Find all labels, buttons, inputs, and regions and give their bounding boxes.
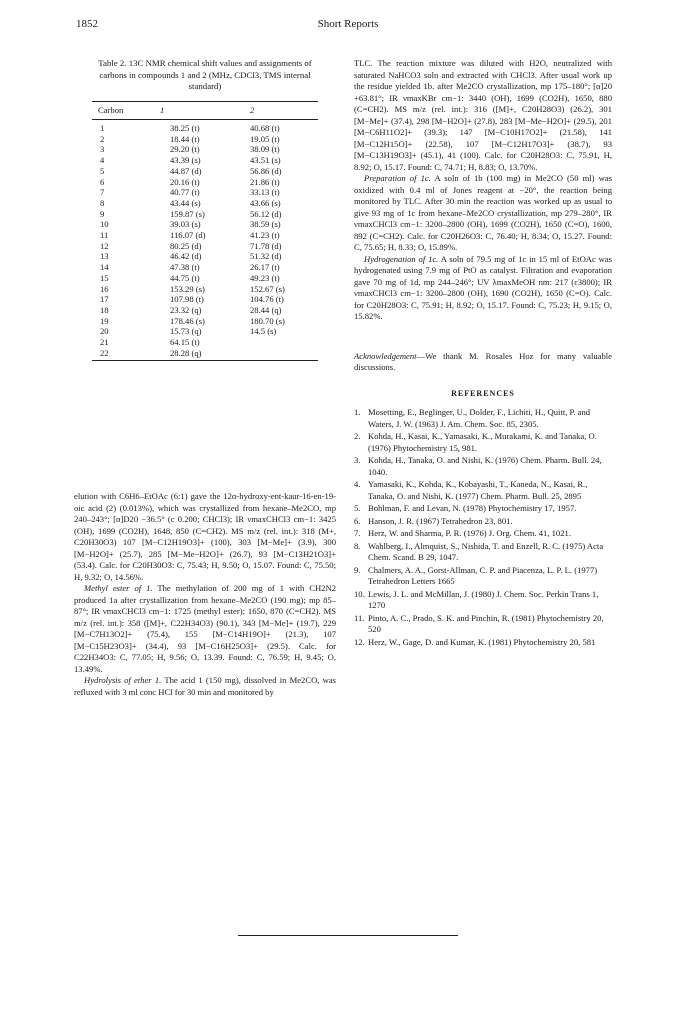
table-row — [92, 262, 318, 273]
table-row — [92, 241, 318, 252]
reference-item — [354, 637, 612, 649]
table-row — [92, 209, 318, 220]
cell-compound-1: 44.75 (t) — [170, 272, 200, 283]
table-body — [92, 120, 318, 359]
cell-compound-1: 64.15 (t) — [170, 337, 200, 348]
cell-compound-1: 80.25 (d) — [170, 240, 202, 251]
table-row — [92, 230, 318, 241]
cell-compound-2: 28.44 (q) — [250, 304, 282, 315]
reference-item — [354, 565, 612, 588]
reference-text: Bohlman, F. and Levan, N. (1978) Phytochemistry 17, 1957. — [368, 503, 577, 513]
reference-item — [354, 613, 612, 636]
reference-item — [354, 516, 612, 528]
table-header-carbon: Carbon — [92, 101, 160, 120]
table-row — [92, 348, 318, 359]
cell-compound-2: 71.78 (d) — [250, 240, 282, 251]
cell-carbon: 3 — [100, 144, 105, 155]
reference-text: Mosetting, E., Beglinger, U., Dolder, F., Lichiti, H., Quitt, P. and Waters, J. W. (1963) J. Am. Chem. Soc. 85, 2305. — [368, 407, 591, 429]
reference-number: 11. — [354, 612, 365, 623]
text-preparation: A soln of 1b (100 mg) in Me2CO (50 ml) was oxidized with 0.4 ml of Jones reagent at −20°, the reaction being monitored by TLC. After 30 min the reaction was worked up as usual to give 93 mg of 1c from hexane–Me2CO crystallization, mp 279–280°, IR νmaxCHCl3 cm−1: 3200–2800 (OH), 1699 (CO2H), 1650 (C=O), 1600, 892 (C=CH2). Calc. for C20H26O3: C, 76.40; H, 8.34; O, 15.27. Found: C, 75.65; H, 8.33; O, 15.89%. — [354, 173, 612, 252]
running-head: Short Reports — [317, 18, 379, 30]
table-header-compound-1: 1 — [160, 101, 250, 120]
cell-compound-1: 43.44 (s) — [170, 197, 201, 208]
reference-item — [354, 479, 612, 502]
left-body-text — [74, 491, 336, 698]
cell-carbon: 18 — [100, 304, 109, 315]
cell-compound-2: 33.13 (t) — [250, 187, 280, 198]
cell-compound-2: 51.32 (d) — [250, 251, 282, 262]
cell-carbon: 17 — [100, 294, 109, 305]
reference-item — [354, 541, 612, 564]
reference-number: 3. — [354, 455, 361, 465]
cell-compound-2: 43.51 (s) — [250, 155, 281, 166]
footer-rule — [238, 935, 458, 936]
table-header-compound-2: 2 — [250, 101, 318, 120]
reference-item — [354, 589, 612, 612]
nmr-table — [92, 101, 318, 359]
reference-number: 12. — [354, 636, 365, 647]
references-list — [354, 407, 612, 648]
table-row — [92, 187, 318, 198]
cell-compound-1: 15.73 (q) — [170, 326, 202, 337]
cell-carbon: 10 — [100, 219, 109, 230]
heading-methyl-ester: Methyl ester of 1. — [84, 583, 153, 594]
right-column — [354, 58, 612, 649]
cell-compound-1: 47.38 (t) — [170, 262, 200, 273]
cell-compound-1: 107.98 (t) — [170, 294, 204, 305]
cell-carbon: 13 — [100, 251, 109, 262]
table-bottom-rule — [92, 360, 318, 361]
cell-carbon: 7 — [100, 187, 105, 198]
table-caption: Table 2. 13C NMR chemical shift values and assignments of carbons in compounds 1 and 2 (MHz, CDCl3, TMS internal standard) — [98, 58, 312, 91]
heading-preparation: Preparation of 1c. — [364, 173, 431, 183]
text-methyl-ester: The methylation of 200 mg of 1 with CH2N2 produced 1a after crystallization from hexane–Me2CO (190 mg); mp 85–87°; IR νmaxCHCl3 cm−1: 1725 (methyl ester); 1650, 870 (C=CH2). MS m/z (rel. int.): 358 ([M]+, C22H34O3) (90.1), 343 [M−Me]+ (19.7), 229 [M−C7H13O2]+ (75.4), 155 [M−C14H19O]+ (21.3), 107 [M−C15H23O3]+ (34.4), 93 [M−C16H25O3]+ (29.5). Calc. for C22H34O3: C, 77.05; H, 9.56; O, 13.39. Found: C, 76.59; H, 9.45; O, 13.49%. — [74, 583, 336, 674]
reference-item — [354, 407, 612, 430]
reference-item — [354, 503, 612, 515]
reference-number: 7. — [354, 528, 361, 538]
cell-carbon: 21 — [100, 337, 109, 348]
paragraph-tlc: TLC. The reaction mixture was diluted with H2O, neutralized with saturated NaHCO3 soln and extracted with CHCl3. After usual work up the residue yielded 1b. after Me2CO crystallization, mp 175–180°; [α]20 +63.81°; IR νmaxKBr cm−1: 3440 (OH), 1699 (CO2H), 1650, 880 (C=CH2). MS m/z (rel. int.): 316 ([M]+, C20H28O3) (26.2), 301 [M−Me]+ (37.4), 298 [M−H2O]+ (27.8), 283 [M−Me−H2O]+ (29.5), 201 [M−C6H11O2]+ (39.3); 147 [M−C10H17O2]+ (21.58), 141 [M−C12H15O]+ (22.58), 107 [M−C12H17O3]+ (38.7), 93 [M−C13H19O3]+ (45.1), 41 (100). Calc. for C20H28O3: C, 75.91, H, 8.92; O, 15.17. Found: C, 74.71; H, 8.83; O, 13.70%. — [354, 58, 612, 172]
table-row — [92, 305, 318, 316]
cell-compound-2: 56.12 (d) — [250, 208, 282, 219]
table-row — [92, 166, 318, 177]
cell-compound-1: 153.29 (s) — [170, 283, 205, 294]
reference-number: 10. — [354, 588, 365, 599]
table-row — [92, 273, 318, 284]
cell-compound-1: 40.77 (t) — [170, 187, 200, 198]
reference-text: Kohda, H., Tanaka, O. and Nishi, K. (1976) Chem. Pharm. Bull. 24, 1040. — [368, 455, 602, 477]
cell-compound-2: 38.59 (s) — [250, 219, 281, 230]
table-row — [92, 198, 318, 209]
cell-compound-2: 43.66 (s) — [250, 197, 281, 208]
cell-compound-1: 18.44 (t) — [170, 133, 200, 144]
reference-text: Hanson, J. R. (1967) Tetrahedron 23, 801. — [368, 515, 513, 526]
cell-carbon: 14 — [100, 262, 109, 273]
text-hydrogenation: A soln of 79.5 mg of 1c in 15 ml of EtOAc was hydrogenated using 7.9 mg of PtO as catalyst. Filtration and evaporation gave 70 mg of 1d, mp 244–246°; UV λmaxMeOH nm: 217 (ε3800); IR νmaxCHCl3 cm−1: 3200–2800 (OH), 1690 (CO2H), 1650 (C=O). Calc. for C20H28O3: C, 75.91; H, 8.92; O, 15.17. Found: C, 75.23; H, 9.15; O, 15.82%. — [354, 253, 612, 321]
reference-number: 5. — [354, 503, 361, 513]
cell-compound-2: 38.09 (t) — [250, 144, 280, 155]
left-column — [74, 58, 336, 698]
page-number: 1852 — [76, 18, 98, 30]
reference-text: Kohda, H., Kasai, K., Yamasaki, K., Murakami, K. and Tanaka, O. (1976) Phytochemistry 15, 981. — [368, 431, 597, 453]
cell-compound-1: 44.87 (d) — [170, 165, 202, 176]
cell-compound-2: 152.67 (s) — [250, 283, 285, 294]
reference-text: Herz, W., Gage, D. and Kumar, K. (1981) Phytochemistry 20, 581 — [368, 636, 596, 647]
acknowledgement — [354, 351, 612, 374]
cell-compound-2: 56.86 (d) — [250, 165, 282, 176]
paragraph-hydrolysis — [74, 675, 336, 698]
table-row — [92, 284, 318, 295]
cell-carbon: 11 — [100, 230, 109, 241]
acknowledgement-label: Acknowledgement — [354, 350, 417, 361]
reference-number: 4. — [354, 479, 361, 489]
cell-compound-2: 49.23 (t) — [250, 272, 280, 283]
cell-compound-1: 20.16 (t) — [170, 176, 200, 187]
cell-compound-2: 41.23 (t) — [250, 230, 280, 241]
reference-item — [354, 528, 612, 540]
paragraph-preparation — [354, 173, 612, 254]
reference-number: 9. — [354, 564, 361, 575]
cell-carbon: 5 — [100, 165, 105, 176]
text-hydrolysis: The acid 1 (150 mg), dissolved in Me2CO, was refluxed with 3 ml conc HCl for 30 min and monitored by — [74, 675, 337, 697]
heading-hydrogenation: Hydrogenation of 1c. — [364, 253, 439, 264]
table-row — [92, 251, 318, 262]
reference-item — [354, 455, 612, 478]
cell-carbon: 20 — [100, 326, 109, 337]
table-row — [92, 144, 318, 155]
cell-compound-1: 178.46 (s) — [170, 315, 205, 326]
reference-number: 2. — [354, 431, 361, 441]
table-header-row — [92, 101, 318, 120]
table-row — [92, 337, 318, 348]
cell-compound-1: 46.42 (d) — [170, 251, 202, 262]
table-row — [92, 326, 318, 337]
table-row — [92, 120, 318, 134]
cell-carbon: 12 — [100, 240, 109, 251]
paragraph-methyl-ester — [74, 583, 336, 675]
table-row — [92, 155, 318, 166]
references-title: REFERENCES — [451, 388, 515, 398]
cell-compound-2: 40.68 (t) — [250, 123, 280, 133]
reference-text: Wahlberg, I., Almquist, S., Nishida, T. and Enzell, R. C. (1975) Acta Chem. Scand. B 29, 1047. — [368, 540, 604, 562]
cell-compound-2: 21.86 (t) — [250, 176, 280, 187]
cell-carbon: 2 — [100, 133, 105, 144]
cell-carbon: 15 — [100, 272, 109, 283]
cell-compound-1: 43.39 (s) — [170, 155, 201, 166]
paragraph-elution: elution with C6H6–EtOAc (6:1) gave the 12α-hydroxy-ent-kaur-16-en-19-oic acid (2) (0.013%), which was crystallized from hexane–Me2CO, mp 240–243°; [α]D20 −36.5° (c 0.200; CHCl3); IR νmaxCHCl3 cm−1: 3425 (OH), 1699 (CO2H), 1648, 850 (C=CH2). MS m/z (rel. int.): 318 (M+, C20H30O3) 107 [M−C12H19O3]+ (100), 303 [M−Me]+ (3.9), 300 [M−H2O]+ (25.7), 285 [M−Me−H2O]+ (26.7), 93 [M−C13H21O3]+ (53.4). Calc. for C20H30O3: C, 75.43; H, 9.50; O, 15.07. Found: C, 75.50; H, 9.32; O, 14.56%. — [74, 491, 336, 582]
cell-carbon: 8 — [100, 197, 105, 208]
table-row — [92, 294, 318, 305]
reference-text: Herz, W. and Sharma, P. R. (1976) J. Org. Chem. 41, 1021. — [368, 528, 571, 538]
reference-number: 6. — [354, 515, 361, 526]
reference-text: Chalmers, A. A., Gorst-Allman, C. P. and Piacenza, L. P. L. (1977) Tetrahedron Letters 1665 — [368, 564, 598, 586]
reference-text: Yamasaki, K., Kohda, K., Kobayashi, T., Kaneda, N., Kasai, R., Tanaka, O. and Nishi, K. (1977) Chem. Pharm. Bull. 25, 2895 — [368, 479, 588, 501]
cell-compound-2 — [250, 337, 318, 348]
reference-number: 8. — [354, 540, 361, 551]
reference-item — [354, 431, 612, 454]
table-row — [92, 177, 318, 188]
cell-carbon: 9 — [100, 208, 105, 219]
cell-compound-1: 159.87 (s) — [170, 208, 205, 219]
table-row — [92, 134, 318, 145]
table-row — [92, 316, 318, 327]
acknowledgement-text: —We thank M. Rosales Hoz for many valuable discussions. — [354, 350, 612, 372]
cell-compound-1: 28.28 (q) — [170, 347, 202, 358]
cell-compound-2: 14.5 (s) — [250, 326, 277, 337]
cell-carbon: 22 — [100, 347, 109, 358]
cell-carbon: 16 — [100, 283, 109, 294]
cell-compound-1: 38.25 (t) — [170, 123, 200, 133]
reference-number: 1. — [354, 407, 361, 417]
cell-carbon: 1 — [100, 123, 105, 133]
cell-compound-2: 104.76 (t) — [250, 294, 284, 305]
cell-compound-1: 116.07 (d) — [170, 230, 206, 241]
cell-compound-1: 39.03 (s) — [170, 219, 201, 230]
reference-text: Pinto, A. C., Prado, S. K. and Pinchin, R. (1981) Phytochemistry 20, 520 — [368, 612, 604, 634]
cell-compound-2 — [250, 348, 318, 359]
cell-compound-2: 26.17 (t) — [250, 262, 280, 273]
cell-carbon: 6 — [100, 176, 105, 187]
cell-compound-2: 19.05 (t) — [250, 133, 280, 144]
cell-compound-2: 180.70 (s) — [250, 315, 285, 326]
cell-carbon: 4 — [100, 155, 105, 166]
cell-carbon: 19 — [100, 315, 109, 326]
cell-compound-1: 23.32 (q) — [170, 304, 202, 315]
table-row — [92, 219, 318, 230]
paragraph-hydrogenation — [354, 254, 612, 323]
heading-hydrolysis: Hydrolysis of ether 1. — [84, 675, 162, 686]
cell-compound-1: 29.20 (t) — [170, 144, 200, 155]
reference-text: Lewis, J. L. and McMillan, J. (1980) J. Chem. Soc. Perkin Trans 1, 1270 — [368, 588, 599, 610]
